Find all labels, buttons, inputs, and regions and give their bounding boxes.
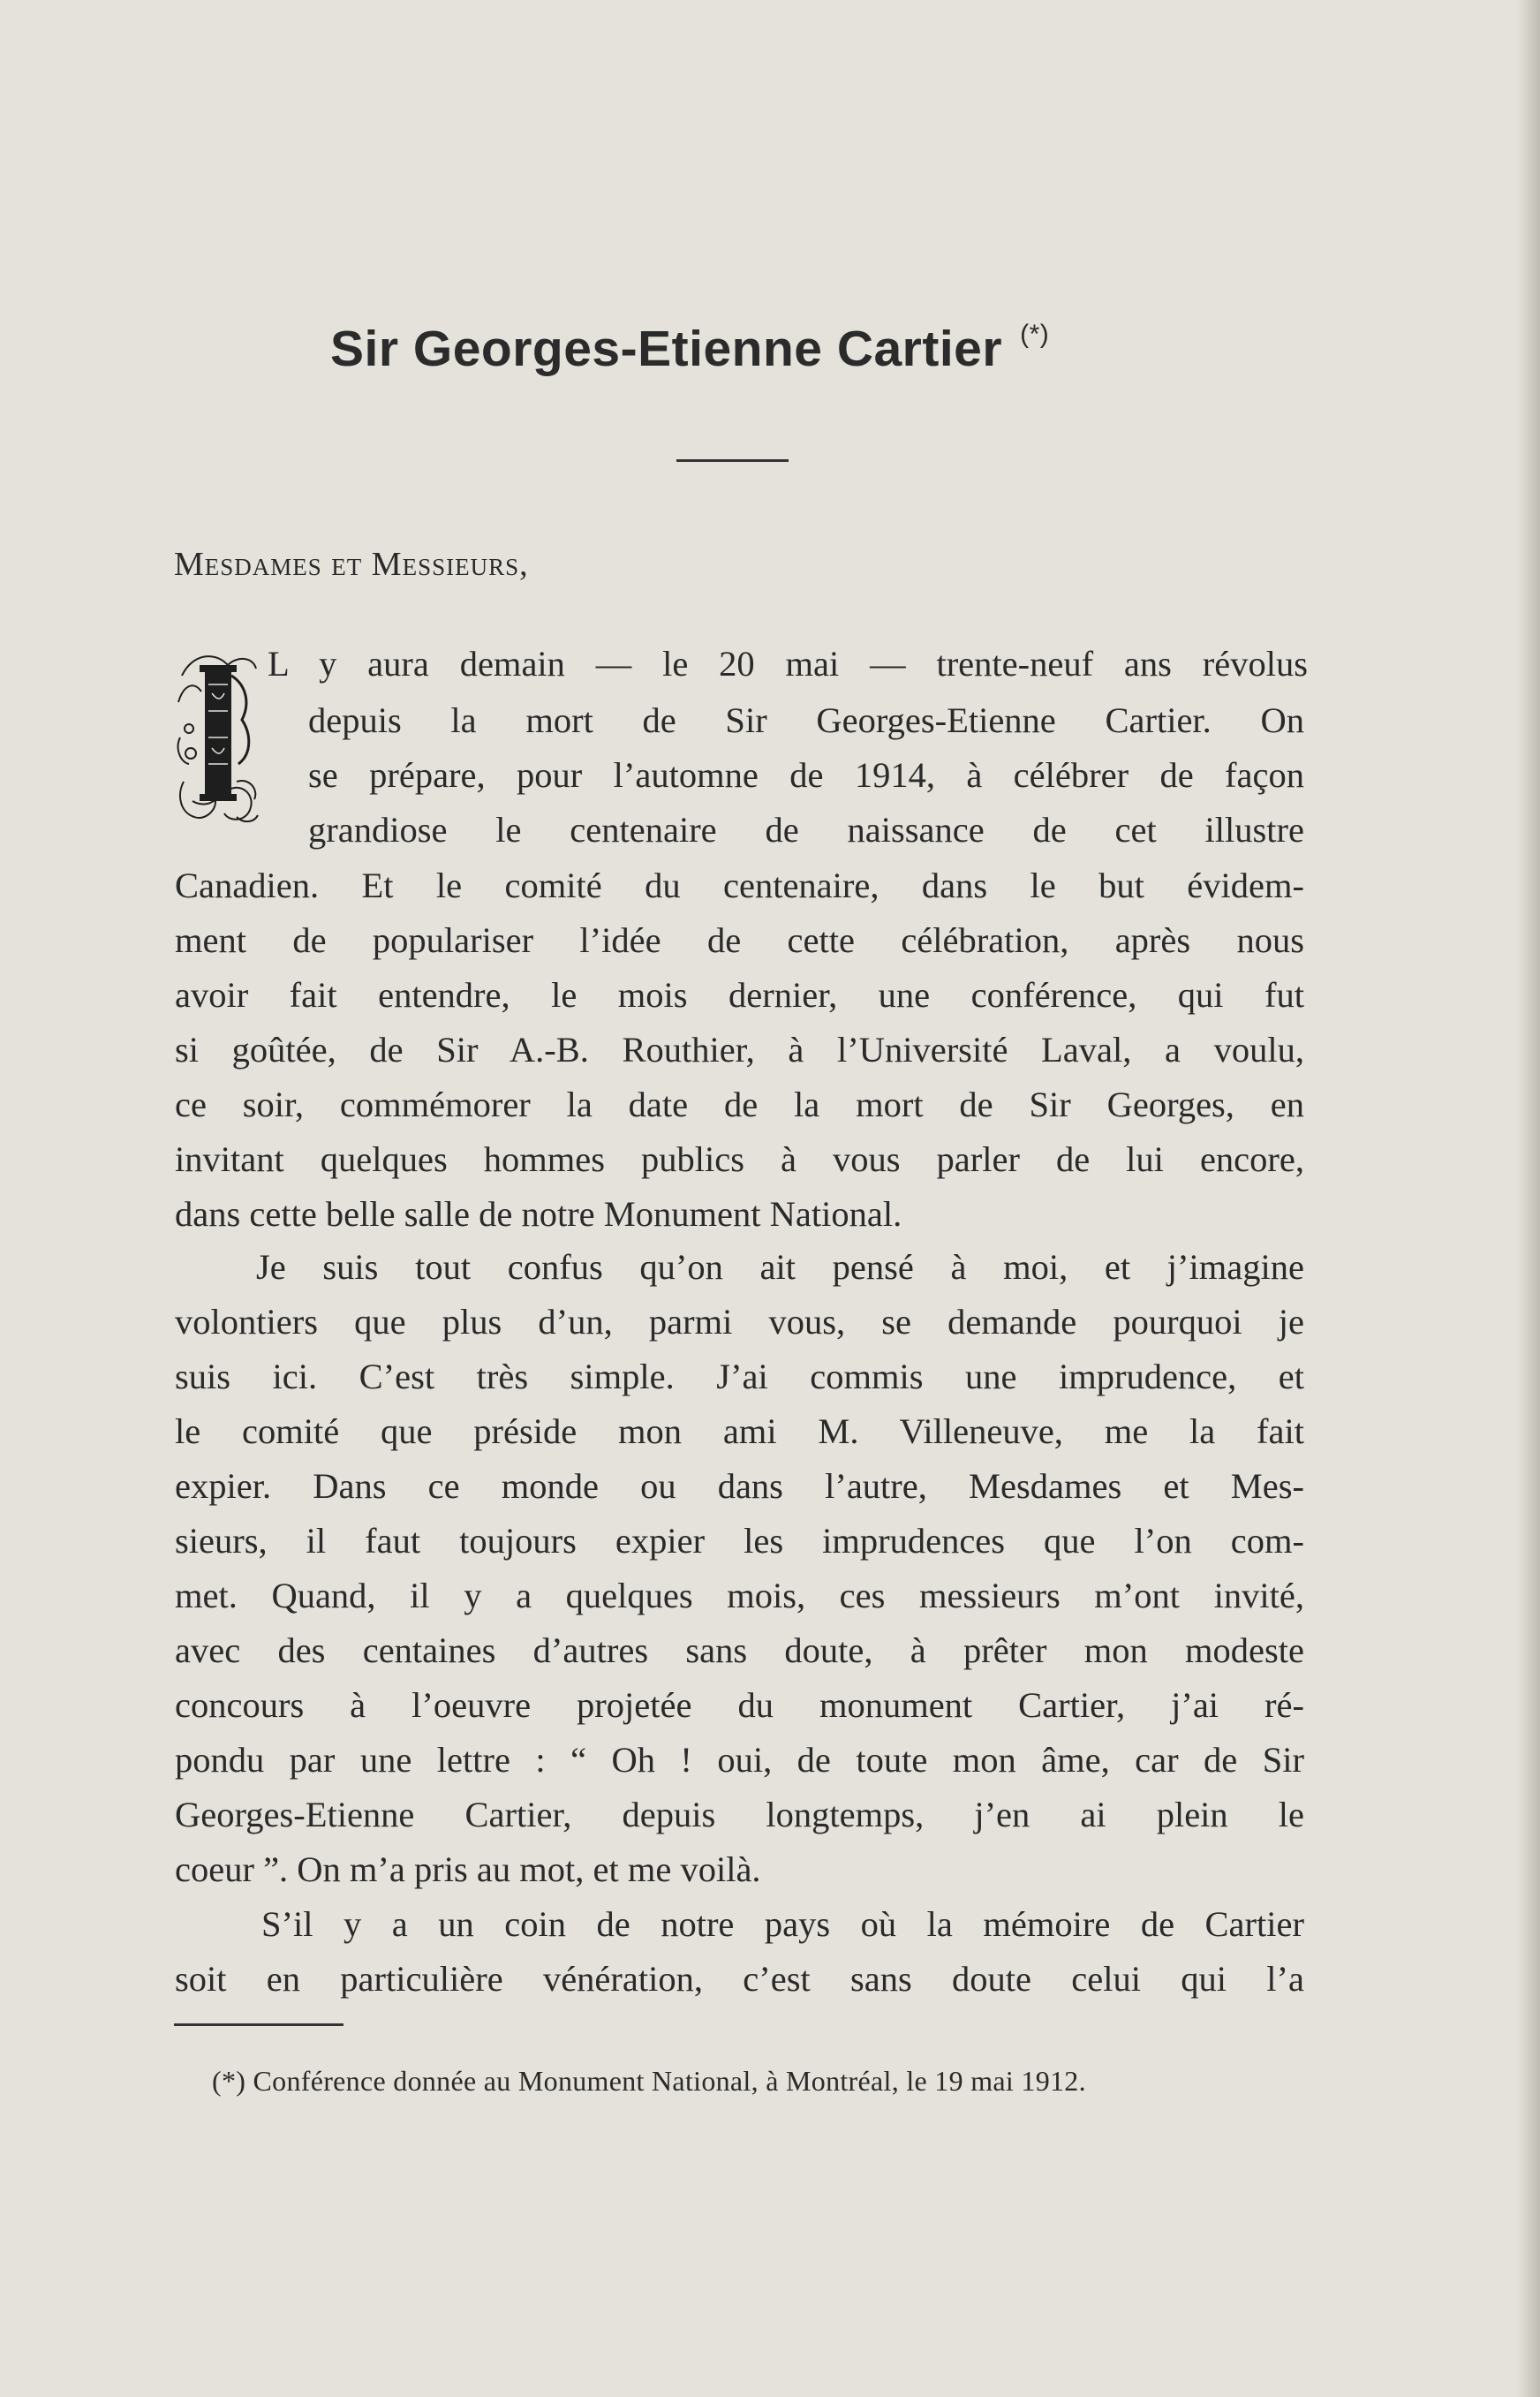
text-line: ce soir, commémorer la date de la mort de Sir Georges, en [175, 1085, 1304, 1124]
text-line: S’il y a un coin de notre pays où la mémoire de Cartier [261, 1904, 1304, 1944]
text-line: Canadien. Et le comité du centenaire, dans le but évidem- [175, 866, 1304, 905]
text-line: grandiose le centenaire de naissance de cet illustre [308, 810, 1304, 850]
text-line: L y aura demain — le 20 mai — trente-neuf ans révolus [268, 644, 1308, 684]
title-text: Sir Georges-Etienne Cartier [330, 321, 1003, 377]
footnote-divider [174, 2023, 343, 2026]
text-line: volontiers que plus d’un, parmi vous, se demande pourquoi je [175, 1302, 1304, 1342]
text-line: depuis la mort de Sir Georges-Etienne Cartier. On [308, 700, 1304, 740]
text-line: coeur ”. On m’a pris au mot, et me voilà. [175, 1849, 761, 1889]
text-line: le comité que préside mon ami M. Villeneuve, me la fait [175, 1411, 1304, 1451]
text-line: Georges-Etienne Cartier, depuis longtemps, j’en ai plein le [175, 1795, 1304, 1834]
text-line: suis ici. C’est très simple. J’ai commis une imprudence, et [175, 1357, 1304, 1396]
page-title [330, 320, 1049, 378]
footnote: (*) Conférence donnée au Monument National, à Montréal, le 19 mai 1912. [212, 2065, 1086, 2097]
text-line: si goûtée, de Sir A.-B. Routhier, à l’Université Laval, a voulu, [175, 1030, 1304, 1070]
text-line: Je suis tout confus qu’on ait pensé à moi, et j’imagine [256, 1247, 1304, 1287]
page-edge-shadow [1517, 0, 1540, 2397]
text-line: pondu par une lettre : “ Oh ! oui, de toute mon âme, car de Sir [175, 1740, 1304, 1780]
text-line: expier. Dans ce monde ou dans l’autre, Mesdames et Mes- [175, 1466, 1304, 1506]
text-line: dans cette belle salle de notre Monument National. [175, 1194, 902, 1234]
text-line: concours à l’oeuvre projetée du monument Cartier, j’ai ré- [175, 1685, 1304, 1725]
text-line: se prépare, pour l’automne de 1914, à célébrer de façon [308, 755, 1304, 795]
text-line: invitant quelques hommes publics à vous parler de lui encore, [175, 1139, 1304, 1179]
text-line: met. Quand, il y a quelques mois, ces messieurs m’ont invité, [175, 1576, 1304, 1615]
title-footnote-marker: (*) [1020, 320, 1050, 349]
text-line: avoir fait entendre, le mois dernier, une conférence, qui fut [175, 975, 1304, 1015]
ornamental-dropcap-i [175, 649, 261, 826]
text-line: sieurs, il faut toujours expier les imprudences que l’on com- [175, 1521, 1304, 1561]
text-line: ment de populariser l’idée de cette célébration, après nous [175, 920, 1304, 960]
title-divider [676, 459, 789, 462]
salutation: Mesdames et Messieurs, [174, 546, 529, 583]
text-line: soit en particulière vénération, c’est sans doute celui qui l’a [175, 1959, 1304, 1999]
text-line: avec des centaines d’autres sans doute, à prêter mon modeste [175, 1630, 1304, 1670]
